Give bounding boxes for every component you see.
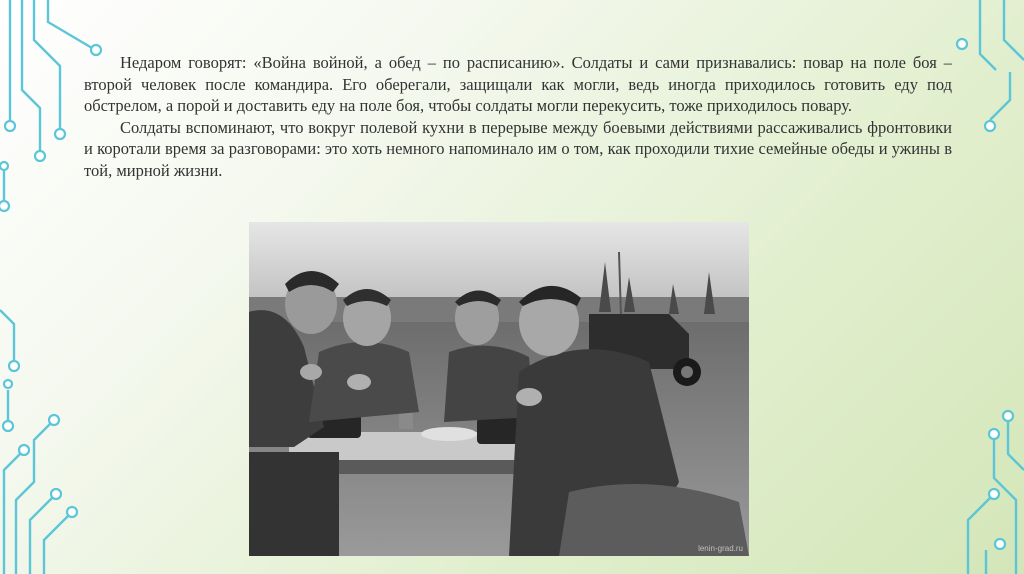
paragraph-2: Солдаты вспоминают, что вокруг полевой кухни в перерыве между боевыми действиями рассаживались фронтовики и коротали время за разговорами: это хоть немного напоминало им о том, как проходили тихие семейные обеды и ужины в той, мирной жизни. <box>84 117 952 180</box>
soldiers-eating-photo <box>249 222 749 556</box>
photo-illustration <box>249 222 749 556</box>
paragraph-1: Недаром говорят: «Война войной, а обед – по расписанию». Солдаты и сами признавались: повар на поле боя – второй человек после командира. Его оберегали, защищали как могли, ведь иногда приходилось готовить еду под обстрелом, а порой и доставить еду на поле боя, чтобы солдаты могли перекусить, тоже приходилось повару. <box>84 53 952 116</box>
photo-watermark: lenin-grad.ru <box>698 544 743 553</box>
body-text <box>84 52 952 182</box>
